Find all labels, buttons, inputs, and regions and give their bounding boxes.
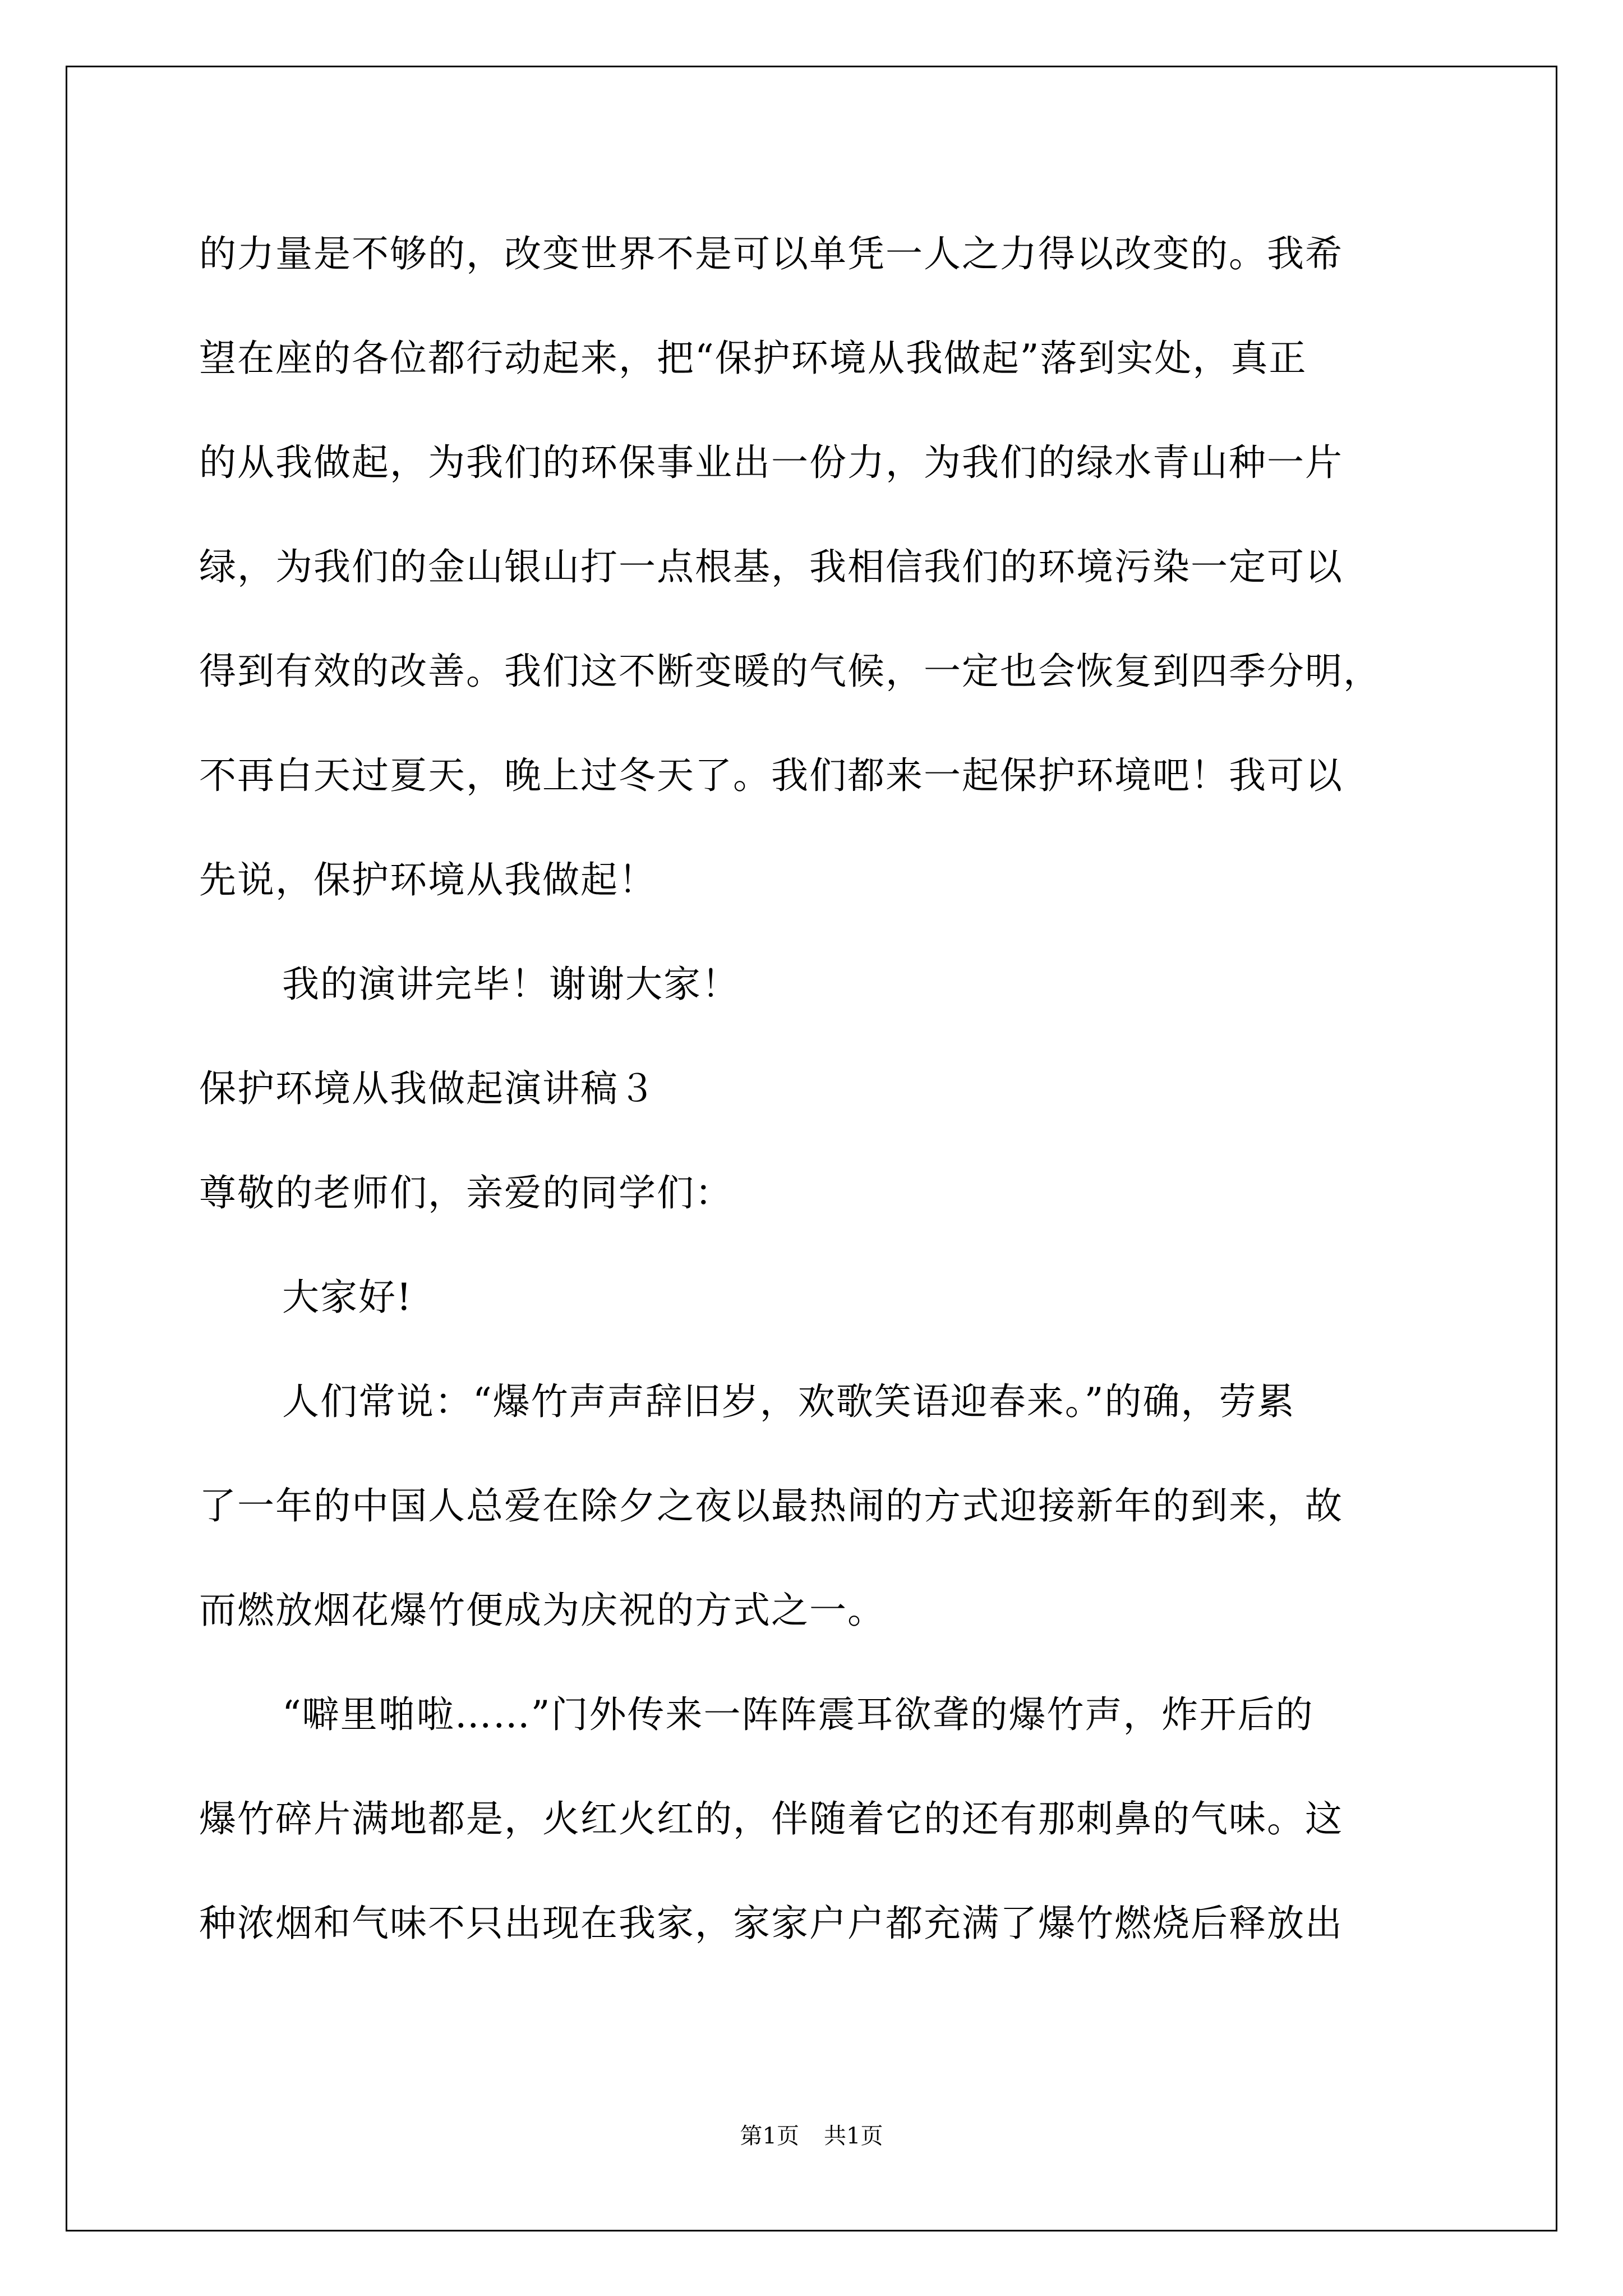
page-footer	[0, 2119, 1623, 2153]
text-line: 了一年的中国人总爱在除夕之夜以最热闹的方式迎接新年的到来，故	[199, 1484, 1343, 1527]
section-title: 保护环境从我做起演讲稿３	[199, 1067, 657, 1110]
text-line: 不再白天过夏天，晚上过冬天了。我们都来一起保护环境吧！我可以	[199, 754, 1343, 797]
document-body	[199, 202, 1433, 1976]
text-line: 望在座的各位都行动起来，把“保护环境从我做起”落到实处，真正	[199, 337, 1307, 380]
text-line: 先说，保护环境从我做起！	[199, 858, 657, 901]
text-line: 得到有效的改善。我们这不断变暖的气候，一定也会恢复到四季分明，	[199, 650, 1381, 693]
page-count: 共1页	[824, 2123, 883, 2149]
salutation: 尊敬的老师们，亲爱的同学们：	[199, 1171, 733, 1214]
text-line: 人们常说：“爆竹声声辞旧岁，欢歌笑语迎春来。”的确，劳累	[282, 1380, 1295, 1423]
text-line: “噼里啪啦……”门外传来一阵阵震耳欲聋的爆竹声，炸开后的	[282, 1693, 1314, 1736]
text-line: 而燃放烟花爆竹便成为庆祝的方式之一。	[199, 1589, 886, 1632]
text-line: 爆竹碎片满地都是，火红火红的，伴随着它的还有那刺鼻的气味。这	[199, 1797, 1343, 1841]
text-line: 绿，为我们的金山银山打一点根基，我相信我们的环境污染一定可以	[199, 545, 1343, 588]
page-number: 第1页	[740, 2123, 799, 2149]
text-line: 的从我做起，为我们的环保事业出一份力，为我们的绿水青山种一片	[199, 441, 1343, 484]
greeting: 大家好!	[282, 1276, 413, 1319]
text-line: 种浓烟和气味不只出现在我家，家家户户都充满了爆竹燃烧后释放出	[199, 1902, 1343, 1945]
closing-line: 我的演讲完毕！谢谢大家！	[282, 963, 740, 1006]
text-line: 的力量是不够的，改变世界不是可以单凭一人之力得以改变的。我希	[199, 232, 1343, 275]
